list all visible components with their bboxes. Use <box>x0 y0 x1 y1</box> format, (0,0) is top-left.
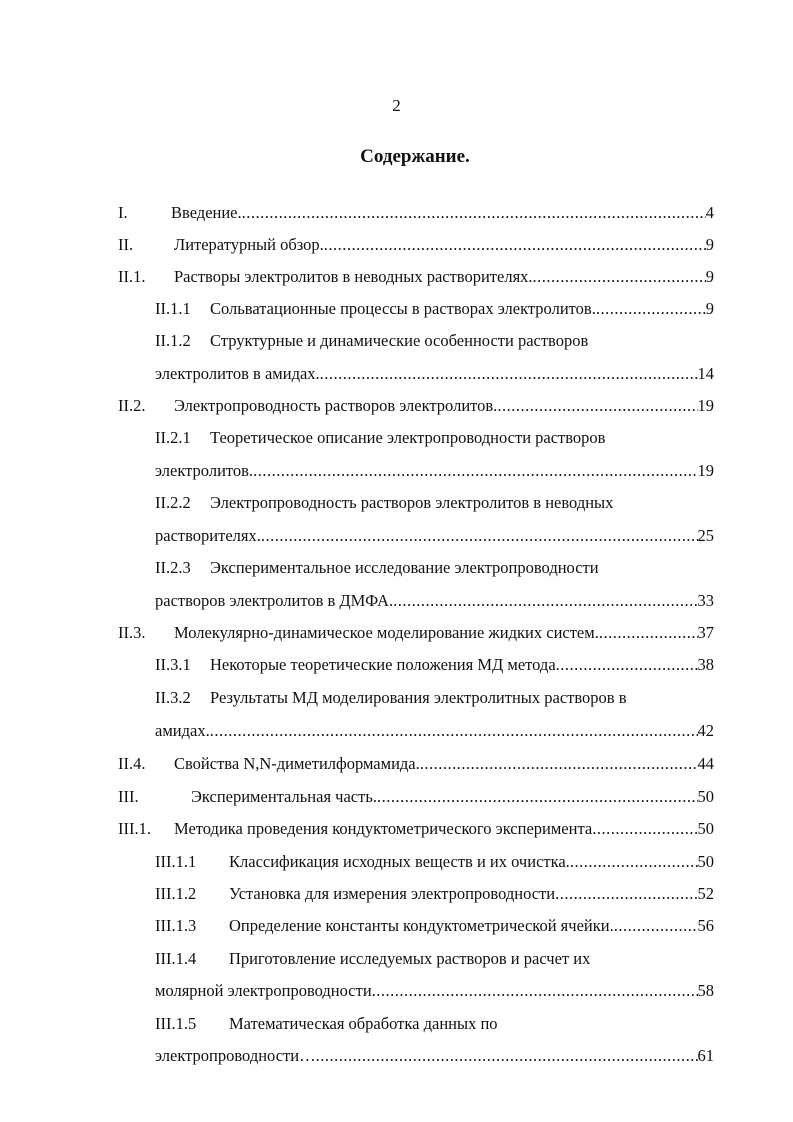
toc-entry-experimental <box>118 782 714 812</box>
dot-leader <box>556 650 698 680</box>
toc-entry-title: Экспериментальное исследование электропроводности <box>210 558 599 577</box>
toc-entry-title-continued: электропроводности… <box>155 1046 316 1065</box>
toc-entry-title: Электропроводность растворов электролитов. <box>174 396 498 415</box>
toc-entry-title: Некоторые теоретические положения МД метода <box>210 655 556 674</box>
toc-entry-iii-1-4 <box>118 944 714 974</box>
toc-entry-page: 19 <box>697 461 714 480</box>
toc-entry-number: II.2.2 <box>155 493 191 512</box>
toc-entry-iii-1-4-continued <box>118 976 714 1006</box>
toc-entry-title-continued: растворов электролитов в ДМФА. <box>155 591 394 610</box>
dot-leader <box>316 1041 698 1071</box>
page-number: 2 <box>392 96 401 115</box>
toc-entry-ii-4 <box>118 749 714 779</box>
toc-entry-number: III.1.5 <box>155 1014 197 1033</box>
toc-entry-number: II.4. <box>118 754 146 773</box>
toc-entry-ii-3 <box>118 618 714 648</box>
toc-entry-title: Установка для измерения электропроводности <box>229 884 556 903</box>
toc-entry-title-continued: амидах. <box>155 721 210 740</box>
dot-leader <box>324 230 706 260</box>
toc-entry-iii-1-1 <box>118 847 714 877</box>
toc-entry-title: Экспериментальная часть. <box>191 787 377 806</box>
toc-entry-number: II.3. <box>118 623 146 642</box>
toc-entry-number: II.2.3 <box>155 558 191 577</box>
toc-entry-number: II.1.1 <box>155 299 191 318</box>
toc-entry-ii-2-1 <box>118 423 714 453</box>
dot-leader <box>210 716 698 746</box>
dot-leader <box>596 294 706 324</box>
dot-leader <box>261 521 698 551</box>
toc-entry-ii-3-2-continued <box>118 716 714 746</box>
toc-entry-number: III.1. <box>118 819 151 838</box>
toc-entry-page: 9 <box>705 299 714 318</box>
dot-leader <box>570 847 698 877</box>
dot-leader <box>614 911 698 941</box>
dot-leader <box>592 814 697 844</box>
toc-entry-page: 44 <box>697 754 714 773</box>
toc-entry-ii-2-2 <box>118 488 714 518</box>
toc-entry-page: 9 <box>705 267 714 286</box>
toc-entry-page: 61 <box>697 1046 714 1065</box>
toc-entry-page: 50 <box>697 819 714 838</box>
toc-entry-page: 25 <box>697 526 714 545</box>
toc-entry-number: II.1. <box>118 267 146 286</box>
toc-entry-page: 38 <box>697 655 714 674</box>
toc-entry-iii-1-5 <box>118 1009 714 1039</box>
toc-entry-title: Приготовление исследуемых растворов и расчет их <box>229 949 591 968</box>
toc-entry-title: Сольватационные процессы в растворах электролитов. <box>210 299 596 318</box>
toc-entry-iii-1 <box>118 814 714 844</box>
toc-entry-title: Введение. <box>171 203 242 222</box>
toc-entry-page: 33 <box>697 591 714 610</box>
toc-entry-page: 42 <box>697 721 714 740</box>
toc-entry-title: Литературный обзор. <box>174 235 324 254</box>
toc-entry-title: Свойства N,N-диметилформамида. <box>174 754 420 773</box>
toc-entry-title: Структурные и динамические особенности растворов <box>210 331 589 350</box>
dot-leader <box>372 976 698 1006</box>
toc-entry-page: 9 <box>705 235 714 254</box>
toc-entry-number: III.1.3 <box>155 916 197 935</box>
toc-entry-title: Методика проведения кондуктометрического эксперимента <box>174 819 593 838</box>
toc-entry-title: Теоретическое описание электропроводности растворов <box>210 428 606 447</box>
toc-entry-number: III.1.2 <box>155 884 197 903</box>
toc-entry-ii-1-2 <box>118 326 714 356</box>
toc-entry-number: II.1.2 <box>155 331 191 350</box>
dot-leader <box>253 456 697 486</box>
toc-entry-number: II. <box>118 235 134 254</box>
toc-entry-ii-1-1 <box>118 294 714 324</box>
toc-entry-page: 58 <box>697 981 714 1000</box>
toc-entry-number: III. <box>118 787 139 806</box>
toc-entry-ii-2 <box>118 391 714 421</box>
toc-entry-title: Классификация исходных веществ и их очистка. <box>229 852 570 871</box>
dot-leader <box>420 749 698 779</box>
toc-entry-ii-3-1 <box>118 650 714 680</box>
toc-entry-number: II.2. <box>118 396 146 415</box>
toc-entry-ii-2-3-continued <box>118 586 714 616</box>
toc-entry-page: 56 <box>697 916 714 935</box>
dot-leader <box>393 586 697 616</box>
dot-leader <box>242 198 706 228</box>
toc-entry-page: 19 <box>697 396 714 415</box>
toc-entry-number: II.2.1 <box>155 428 191 447</box>
toc-entry-title-continued: электролитов в амидах. <box>155 364 320 383</box>
dot-leader <box>377 782 698 812</box>
toc-entry-iii-1-5-continued <box>118 1041 714 1071</box>
toc-entry-page: 14 <box>697 364 714 383</box>
dot-leader <box>533 262 706 292</box>
toc-entry-ii-1 <box>118 262 714 292</box>
toc-entry-page: 50 <box>697 787 714 806</box>
toc-title: Содержание. <box>360 146 470 167</box>
toc-entry-title-continued: молярной электропроводности <box>155 981 372 1000</box>
toc-entry-title-continued: электролитов. <box>155 461 254 480</box>
dot-leader <box>320 359 698 389</box>
toc-entry-title-continued: растворителях. <box>155 526 261 545</box>
toc-entry-title: Определение константы кондуктометрической ячейки. <box>229 916 614 935</box>
toc-entry-introduction <box>118 198 714 228</box>
toc-entry-title: Молекулярно-динамическое моделирование жидких систем. <box>174 623 599 642</box>
dot-leader <box>599 618 698 648</box>
toc-entry-iii-1-3 <box>118 911 714 941</box>
toc-entry-title: Математическая обработка данных по <box>229 1014 498 1033</box>
toc-entry-page: 4 <box>705 203 714 222</box>
toc-entry-number: II.3.1 <box>155 655 191 674</box>
dot-leader <box>555 879 697 909</box>
toc-entry-number: III.1.4 <box>155 949 197 968</box>
toc-entry-number: III.1.1 <box>155 852 197 871</box>
toc-entry-ii-2-3 <box>118 553 714 583</box>
toc-entry-page: 37 <box>697 623 714 642</box>
toc-entry-ii-2-2-continued <box>118 521 714 551</box>
toc-entry-number: II.3.2 <box>155 688 191 707</box>
toc-entry-number: I. <box>118 203 128 222</box>
toc-entry-literature-review <box>118 230 714 260</box>
toc-entry-title: Электропроводность растворов электролитов в неводных <box>210 493 614 512</box>
toc-entry-title: Растворы электролитов в неводных растворителях. <box>174 267 533 286</box>
toc-entry-ii-3-2 <box>118 683 714 713</box>
dot-leader <box>497 391 697 421</box>
toc-entry-page: 52 <box>697 884 714 903</box>
toc-entry-ii-2-1-continued <box>118 456 714 486</box>
toc-entry-page: 50 <box>697 852 714 871</box>
toc-entry-iii-1-2 <box>118 879 714 909</box>
toc-entry-ii-1-2-continued <box>118 359 714 389</box>
toc-entry-title: Результаты МД моделирования электролитных растворов в <box>210 688 627 707</box>
